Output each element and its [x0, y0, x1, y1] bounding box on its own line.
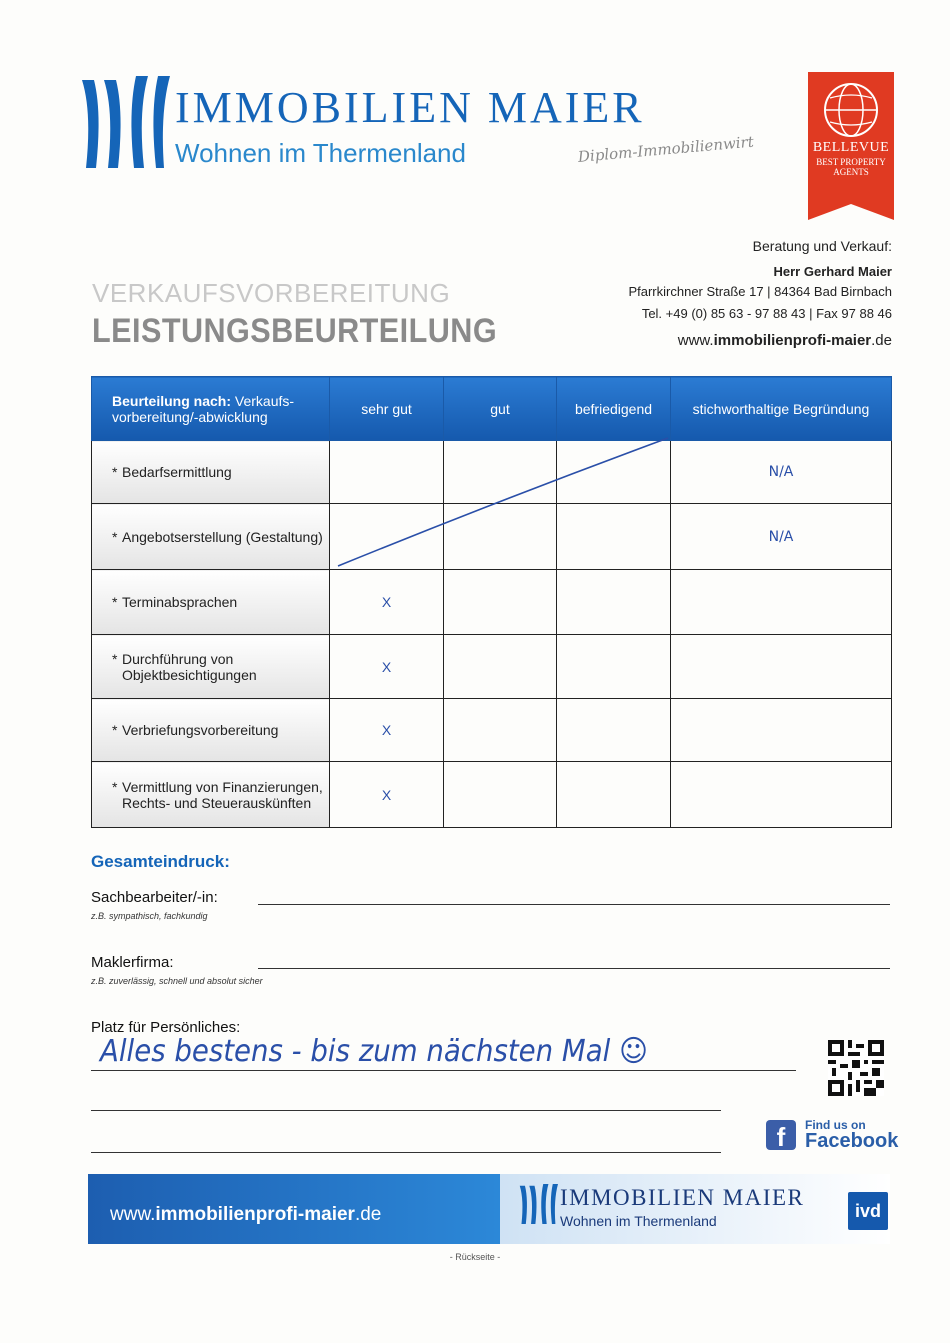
badge-title: BELLEVUE — [812, 140, 890, 155]
clerk-label: Sachbearbeiter/-in: — [91, 889, 218, 906]
overall-impression-heading: Gesamteindruck: — [91, 852, 230, 871]
broker-hint: z.B. zuverlässig, schnell und absolut sicher — [91, 976, 263, 986]
form-title: LEISTUNGSBEURTEILUNG — [92, 312, 498, 350]
badge-subtitle: BEST PROPERTY AGENTS — [816, 157, 886, 177]
col-befriedigend: befriedigend — [557, 377, 671, 441]
qr-code-icon[interactable] — [828, 1040, 884, 1096]
diplom-title: Diplom-Immobilienwirt — [577, 132, 755, 166]
ivd-logo: ivd — [848, 1192, 888, 1230]
col-gut: gut — [444, 377, 557, 441]
section-title: VERKAUFSVORBEREITUNG — [92, 278, 451, 308]
footer-brand-subtitle: Wohnen im Thermenland — [560, 1213, 717, 1229]
footer-brand-name: IMMOBILIEN MAIER — [560, 1185, 805, 1210]
brand-name: IMMOBILIEN MAIER — [175, 83, 645, 132]
personal-line-3[interactable] — [91, 1152, 721, 1153]
rating-criteria-header: Beurteilung nach: Verkaufs-vorbereitung/-abwicklung — [92, 377, 330, 441]
contact-address: Pfarrkirchner Straße 17 | 84364 Bad Birnbach — [628, 284, 892, 299]
find-us-label: Find us on — [805, 1118, 866, 1132]
clerk-input-line[interactable] — [258, 904, 890, 905]
contact-heading: Beratung und Verkauf: — [752, 238, 892, 254]
personal-line-1[interactable] — [91, 1070, 796, 1071]
cell-begruendung[interactable]: N/A — [671, 441, 892, 504]
facebook-icon[interactable]: f — [766, 1120, 796, 1150]
row-label: * Durchführung von Objektbesichtigungen — [92, 635, 330, 699]
check-mark[interactable]: X — [330, 699, 444, 762]
personal-label: Platz für Persönliches: — [91, 1019, 241, 1036]
clerk-hint: z.B. sympathisch, fachkundig — [91, 911, 208, 921]
row-label: * Terminabsprachen — [92, 570, 330, 635]
footer-logo-mark — [518, 1180, 558, 1228]
facebook-link[interactable]: Facebook — [805, 1130, 899, 1152]
personal-line-2[interactable] — [91, 1110, 721, 1111]
contact-person: Herr Gerhard Maier — [773, 264, 892, 279]
handwritten-note: Alles bestens - bis zum nächsten Mal ☺ — [100, 1034, 648, 1069]
row-label: * Vermittlung von Finanzierungen, Rechts- und Steuerauskünften — [92, 762, 330, 828]
row-label: * Verbriefungsvorbereitung — [92, 699, 330, 762]
broker-label: Maklerfirma: — [91, 954, 174, 971]
row-label: * Bedarfsermittlung — [92, 441, 330, 504]
brand-subtitle: Wohnen im Thermenland — [175, 138, 466, 168]
contact-phone: Tel. +49 (0) 85 63 - 97 88 43 | Fax 97 88 46 — [641, 306, 892, 321]
footer-website[interactable]: www.immobilienprofi-maier.de — [110, 1204, 382, 1225]
broker-input-line[interactable] — [258, 968, 890, 969]
check-mark[interactable]: X — [330, 635, 444, 699]
row-label: * Angebotserstellung (Gestaltung) — [92, 504, 330, 570]
cell-begruendung[interactable]: N/A — [671, 504, 892, 570]
page-note: - Rückseite - — [449, 1252, 501, 1262]
col-begruendung: stichworthaltige Begründung — [671, 377, 892, 441]
contact-website[interactable]: www.immobilienprofi-maier.de — [677, 332, 892, 349]
check-mark[interactable]: X — [330, 762, 444, 828]
col-sehr-gut: sehr gut — [330, 377, 444, 441]
check-mark[interactable]: X — [330, 570, 444, 635]
